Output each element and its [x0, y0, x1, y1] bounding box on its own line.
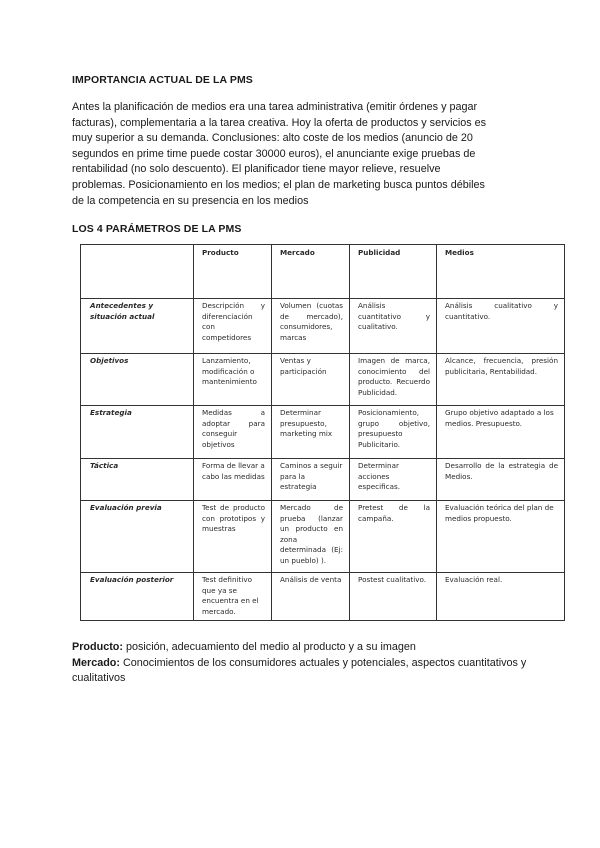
table-cell: Medidas a adoptar para conseguir objetivos [194, 406, 272, 459]
table-row [81, 573, 565, 621]
definition-term: Producto: [72, 641, 123, 653]
table-cell: Determinar presupuesto, marketing mix [272, 406, 350, 459]
definition-term: Mercado: [72, 656, 120, 669]
table-cell: Alcance, frecuencia, presión publicitaria, Rentabilidad. [437, 354, 565, 406]
paragraph-line: rentabilidad (no solo descuento). El planificador tiene mayor relieve, resuelve [72, 163, 441, 176]
table-cell: Análisis de venta [272, 573, 350, 621]
table-cell: Volumen (cuotas de mercado), consumidores, marcas [272, 299, 350, 354]
row-label: Objetivos [81, 354, 194, 406]
paragraph-line: segundos en prime time puede costar 30000 euros), el anunciante exige pruebas de [72, 147, 476, 160]
table-cell: Pretest de la campaña. [350, 501, 437, 573]
table-cell: Postest cualitativo. [350, 573, 437, 621]
definition-text: posición, adecuamiento del medio al producto y a su imagen [122, 641, 416, 653]
section-title-importancia: IMPORTANCIA ACTUAL DE LA PMS [72, 74, 253, 86]
row-label: Táctica [81, 459, 194, 501]
table-cell: Evaluación teórica del plan de medios propuesto. [437, 501, 565, 573]
row-label: Antecedentes y situación actual [81, 299, 194, 354]
table-row [81, 406, 565, 459]
header-cell-producto: Producto [194, 245, 272, 299]
table-cell: Desarrollo de la estrategia de Medios. [437, 459, 565, 501]
table-cell: Determinar acciones especificas. [350, 459, 437, 501]
table-cell: Caminos a seguir para la estrategia [272, 459, 350, 501]
intro-paragraph [72, 100, 532, 209]
pms-parameters-table [80, 244, 565, 621]
table-cell: Análisis cualitativo y cuantitativo. [437, 299, 565, 354]
table-row [81, 501, 565, 573]
table-cell: Forma de llevar a cabo las medidas [194, 459, 272, 501]
definition-producto [72, 640, 542, 656]
table-cell: Ventas y participación [272, 354, 350, 406]
section-title-parametros: LOS 4 PARÁMETROS DE LA PMS [72, 223, 242, 235]
paragraph-line: de la competencia en su presencia en los medios [72, 194, 309, 207]
row-label: Estrategia [81, 406, 194, 459]
table-cell: Análisis cuantitativo y cualitativo. [350, 299, 437, 354]
table-row [81, 354, 565, 406]
table-cell: Lanzamiento, modificación o mantenimiento [194, 354, 272, 406]
paragraph-line: Antes la planificación de medios era una tarea administrativa (emitir órdenes y pagar [72, 101, 478, 113]
definition-mercado [72, 656, 542, 687]
definitions-block [72, 640, 542, 687]
header-cell-publicidad: Publicidad [350, 245, 437, 299]
paragraph-line: muy superior a su demanda. Conclusiones: alto coste de los medios (anuncio de 20 [72, 132, 473, 145]
table-cell: Imagen de marca, conocimiento del producto. Recuerdo Publicidad. [350, 354, 437, 406]
table-cell: Posicionamiento, grupo objetivo, presupuesto Publicitario. [350, 406, 437, 459]
table-cell: Evaluación real. [437, 573, 565, 621]
row-label: Evaluación previa [81, 501, 194, 573]
definition-text: Conocimientos de los consumidores actuales y potenciales, aspectos cuantitativos y cualitativos [72, 656, 527, 685]
paragraph-line: problemas. Posicionamiento en los medios; el plan de marketing busca puntos débiles [72, 178, 485, 191]
table-cell: Mercado de prueba (lanzar un producto en zona determinada (Ej: un pueblo) ). [272, 501, 350, 573]
row-label: Evaluación posterior [81, 573, 194, 621]
table-row [81, 299, 565, 354]
table-row [81, 459, 565, 501]
table-cell: Test de producto con prototipos y muestras [194, 501, 272, 573]
header-cell-mercado: Mercado [272, 245, 350, 299]
paragraph-line: facturas), complementaria a la tarea creativa. Hoy la oferta de productos y servicios es [72, 116, 487, 129]
header-cell-empty [81, 245, 194, 299]
table-cell: Grupo objetivo adaptado a los medios. Presupuesto. [437, 406, 565, 459]
table-header-row [81, 245, 565, 299]
header-cell-medios: Medios [437, 245, 565, 299]
table-cell: Descripción y diferenciación con competidores [194, 299, 272, 354]
table-cell: Test definitivo que ya se encuentra en el mercado. [194, 573, 272, 621]
